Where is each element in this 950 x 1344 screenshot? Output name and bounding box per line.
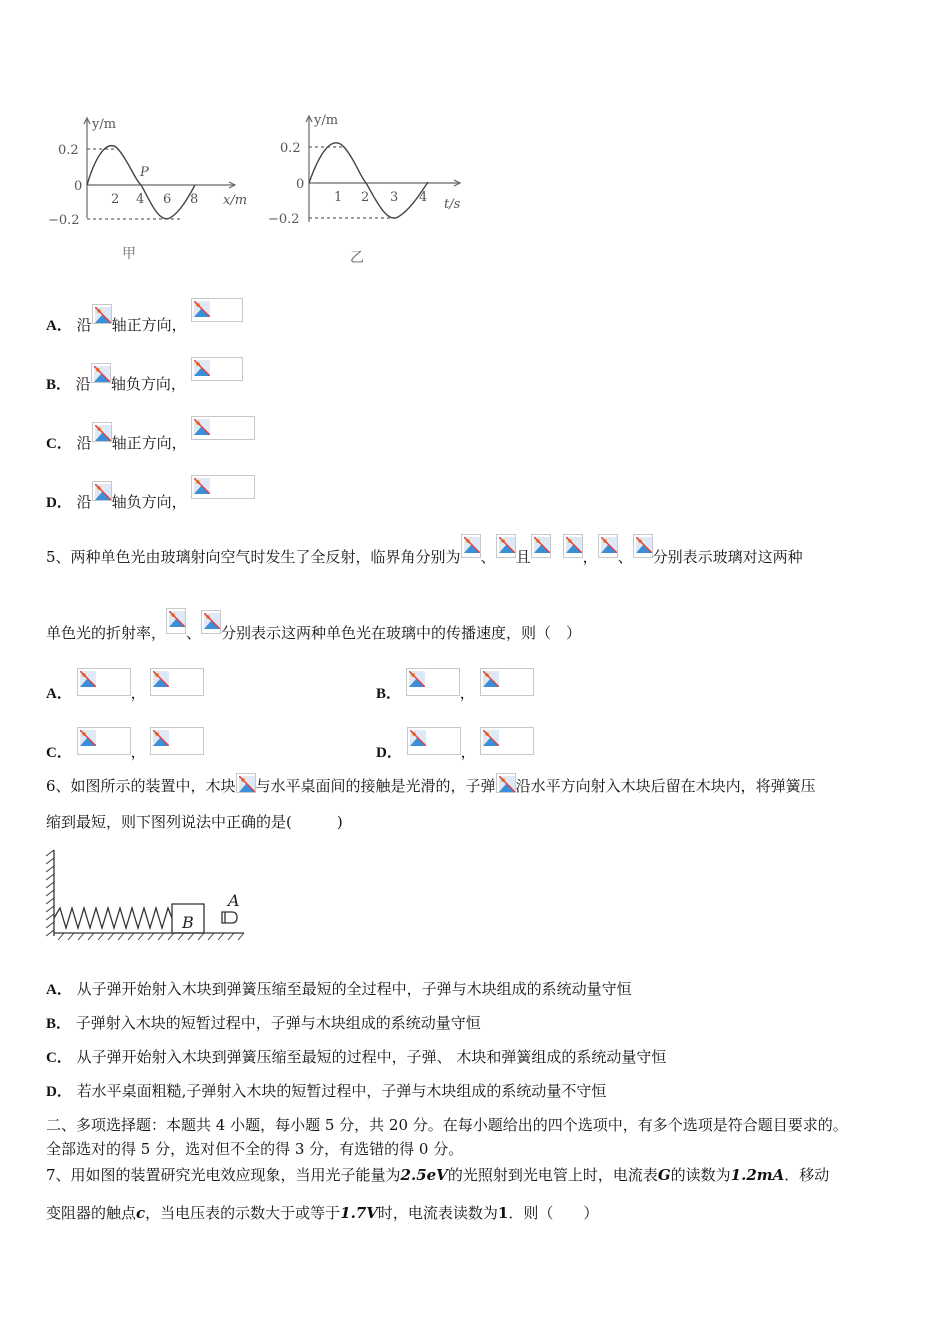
question-text: ， [582, 548, 598, 566]
option-text: 轴正方向， [111, 434, 187, 452]
option-text: 沿 [76, 316, 92, 334]
q5-option-b[interactable] [376, 668, 534, 704]
image-placeholder-icon [531, 534, 551, 558]
image-placeholder-icon [191, 475, 255, 499]
x-tick: 2 [361, 190, 370, 205]
image-placeholder-icon [166, 608, 186, 634]
wave-curve [87, 146, 195, 219]
option-text: 从子弹开始射入木块到弹簧压缩至最短的过程中，子弹、 木块和弹簧组成的系统动量守恒 [76, 1048, 667, 1066]
q5-stem-line1 [46, 534, 803, 567]
x-tick: 1 [334, 190, 343, 205]
option-letter: B． [376, 686, 402, 702]
image-placeholder-icon [201, 610, 221, 634]
section-text: 全部选对的得 5 分，选对但不全的得 3 分，有选错的得 0 分。 [46, 1140, 464, 1158]
x-tick: 4 [136, 192, 145, 207]
question-text: 、 [617, 548, 633, 566]
q5-option-a[interactable] [46, 668, 204, 704]
question-text: 、 [186, 624, 202, 642]
q4-option-c[interactable] [46, 416, 255, 454]
x-label: x/m [223, 193, 248, 208]
y-tick: 0 [296, 177, 305, 192]
option-letter: A． [46, 982, 72, 998]
option-letter: D． [46, 495, 72, 511]
option-text: ， [459, 684, 475, 702]
option-text: ， [460, 743, 476, 761]
image-placeholder-icon [91, 363, 111, 383]
image-placeholder-icon [92, 481, 112, 501]
question-text: 缩到最短，则下图列说法中正确的是( ) [46, 813, 343, 831]
bullet-a [222, 912, 237, 923]
image-placeholder-icon [92, 304, 112, 324]
image-placeholder-icon [407, 727, 461, 755]
y-tick: 0.2 [280, 141, 301, 156]
option-letter: D． [376, 745, 402, 761]
floor-hatch [58, 933, 244, 940]
ammeter-symbol: G [657, 1166, 671, 1184]
wave-curve [309, 143, 428, 218]
option-text: 沿 [75, 375, 91, 393]
wave-figure-right [262, 106, 472, 271]
option-letter: D． [46, 1084, 72, 1100]
voltage-value: 1.7V [340, 1204, 378, 1222]
option-text: ， [130, 743, 146, 761]
y-tick: −0.2 [268, 212, 300, 227]
option-letter: C． [46, 745, 72, 761]
y-tick: 0 [74, 179, 83, 194]
q7-stem-line1 [46, 1165, 829, 1185]
x-tick: 2 [111, 192, 120, 207]
image-placeholder-icon [92, 422, 112, 442]
q6-stem-line2 [46, 812, 343, 832]
bullet-label: A [228, 891, 240, 910]
y-label: y/m [92, 117, 117, 132]
q5-option-c[interactable] [46, 727, 204, 763]
option-letter: B． [46, 377, 72, 393]
q6-stem-line1 [46, 773, 816, 796]
option-text: ， [130, 684, 146, 702]
image-placeholder-icon [150, 727, 204, 755]
current-value: 1.2mA [730, 1166, 785, 1184]
wave-figure-left [40, 108, 250, 268]
image-placeholder-icon [633, 534, 653, 558]
option-letter: A． [46, 318, 72, 334]
option-text: 若水平桌面粗糙,子弹射入木块的短暂过程中，子弹与木块组成的系统动量不守恒 [76, 1082, 607, 1100]
point-label: P [140, 165, 149, 180]
y-tick: 0.2 [58, 143, 79, 158]
question-text: 变阻器的触点 [46, 1204, 137, 1222]
y-label: y/m [314, 113, 339, 128]
x-tick: 3 [390, 190, 399, 205]
x-label: t/s [444, 197, 461, 212]
question-text: 、 [480, 548, 496, 566]
image-placeholder-icon [77, 668, 131, 696]
contact-symbol: c [136, 1204, 146, 1222]
question-text: 分别表示这两种单色光在玻璃中的传播速度，则（ ） [221, 624, 582, 642]
question-text: 时，电流表读数为 [377, 1204, 498, 1222]
spring-block-diagram [44, 846, 254, 946]
option-text: 沿 [76, 493, 92, 511]
question-text: ．移动 [784, 1166, 830, 1184]
question-text: ，当电压表的示数大于或等于 [145, 1204, 341, 1222]
section-instructions [46, 1139, 463, 1159]
option-text: 轴负方向， [111, 493, 187, 511]
q6-option-c[interactable] [46, 1047, 666, 1068]
q6-option-b[interactable] [46, 1013, 481, 1034]
question-text: 的光照射到光电管上时，电流表 [447, 1166, 658, 1184]
energy-value: 2.5eV [400, 1166, 448, 1184]
question-text: 7、用如图的装置研究光电效应现象，当用光子能量为 [46, 1166, 401, 1184]
option-text: 轴正方向， [111, 316, 187, 334]
section-text: 二、多项选择题：本题共 4 小题，每小题 5 分，共 20 分。在每小题给出的四个选项中，有多个选项是符合题目要求的。 [46, 1116, 848, 1134]
question-text: 单色光的折射率， [46, 624, 167, 642]
x-tick: 6 [163, 192, 172, 207]
question-text: 6、如图所示的装置中，木块 [46, 777, 236, 795]
q6-option-a[interactable] [46, 979, 632, 1000]
image-placeholder-icon [563, 534, 583, 558]
q5-stem-line2 [46, 608, 581, 643]
image-placeholder-icon [461, 534, 481, 558]
q4-option-b[interactable] [46, 357, 243, 395]
y-tick: −0.2 [48, 213, 80, 228]
option-letter: B． [46, 1016, 72, 1032]
image-placeholder-icon [406, 668, 460, 696]
section-heading [46, 1115, 848, 1135]
option-letter: A． [46, 686, 72, 702]
option-text: 从子弹开始射入木块到弹簧压缩至最短的全过程中，子弹与木块组成的系统动量守恒 [76, 980, 632, 998]
q6-option-d[interactable] [46, 1081, 606, 1102]
image-placeholder-icon [236, 773, 256, 793]
question-text: 5、两种单色光由玻璃射向空气时发生了全反射，临界角分别为 [46, 548, 461, 566]
image-placeholder-icon [480, 668, 534, 696]
option-letter: C． [46, 436, 72, 452]
question-text: 且 [515, 548, 531, 566]
x-tick: 8 [190, 192, 199, 207]
q7-stem-line2 [46, 1203, 598, 1223]
reading-value: 1 [497, 1204, 509, 1222]
image-placeholder-icon [480, 727, 534, 755]
option-text: 轴负方向， [110, 375, 186, 393]
image-placeholder-icon [191, 416, 255, 440]
image-placeholder-icon [77, 727, 131, 755]
question-text: ．则（ ） [508, 1204, 599, 1222]
x-tick: 4 [419, 190, 428, 205]
image-placeholder-icon [496, 773, 516, 793]
option-letter: C． [46, 1050, 72, 1066]
q5-option-d[interactable] [376, 727, 534, 763]
q4-option-d[interactable] [46, 475, 255, 513]
image-placeholder-icon [191, 357, 243, 381]
image-placeholder-icon [496, 534, 516, 558]
option-text: 沿 [76, 434, 92, 452]
figure-caption: 甲 [122, 246, 136, 262]
question-text: 沿水平方向射入木块后留在木块内，将弹簧压 [515, 777, 816, 795]
question-text: 的读数为 [670, 1166, 731, 1184]
question-text: 分别表示玻璃对这两种 [652, 548, 803, 566]
image-placeholder-icon [598, 534, 618, 558]
spring [54, 908, 172, 928]
image-placeholder-icon [191, 298, 243, 322]
option-text: 子弹射入木块的短暂过程中，子弹与木块组成的系统动量守恒 [75, 1014, 481, 1032]
question-text: 与水平桌面间的接触是光滑的，子弹 [255, 777, 496, 795]
q4-option-a[interactable] [46, 298, 243, 336]
image-placeholder-icon [150, 668, 204, 696]
figure-caption: 乙 [350, 250, 364, 266]
block-label: B [182, 913, 194, 932]
wall-hatch [46, 850, 54, 936]
